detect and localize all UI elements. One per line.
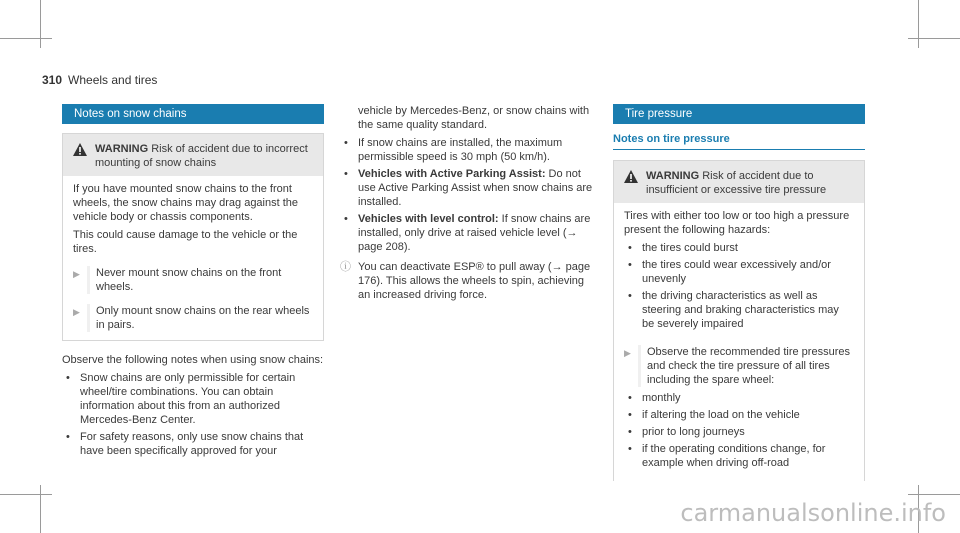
warning-body bbox=[614, 203, 864, 481]
warning-paragraph: This could cause damage to the vehicle or the tires. bbox=[73, 229, 298, 255]
arrow-right-icon: ▶ bbox=[73, 269, 80, 279]
column-middle bbox=[340, 104, 598, 302]
column-left bbox=[62, 104, 324, 461]
crop-mark bbox=[40, 0, 41, 48]
crop-mark bbox=[918, 0, 919, 48]
list-item: • the driving characteristics as well as steering and braking characteristics may be severely impaired bbox=[624, 289, 854, 331]
list-item: • the tires could burst bbox=[624, 241, 854, 255]
step-text: Only mount snow chains on the rear wheels in pairs. bbox=[87, 304, 313, 332]
instruction-step bbox=[73, 304, 313, 332]
crop-mark bbox=[908, 38, 960, 39]
warning-header bbox=[614, 161, 864, 203]
bold-label: Vehicles with level control: bbox=[358, 213, 499, 225]
warning-label: WARNING bbox=[95, 143, 149, 155]
warning-box bbox=[613, 160, 865, 481]
list-item: • monthly bbox=[624, 391, 854, 405]
check-list bbox=[624, 391, 854, 470]
crop-mark bbox=[0, 38, 52, 39]
item-text: If snow chains are installed, only drive at raised vehicle level (→ page 208). bbox=[358, 213, 591, 253]
page-header bbox=[42, 73, 157, 87]
info-note bbox=[340, 260, 598, 302]
instruction-step bbox=[73, 266, 313, 294]
list-item: • the tires could wear excessively and/or unevenly bbox=[624, 258, 854, 286]
info-icon: ⓘ bbox=[340, 261, 351, 273]
warning-paragraph: If you have mounted snow chains to the front wheels, the snow chains may drag against the vehicle body or chassis components. bbox=[73, 183, 299, 223]
arrow-right-icon: ▶ bbox=[73, 307, 80, 317]
warning-label: WARNING bbox=[646, 170, 700, 182]
list-item: • prior to long journeys bbox=[624, 425, 854, 439]
instruction-step bbox=[624, 345, 854, 387]
list-item bbox=[340, 167, 598, 209]
chapter-title: Wheels and tires bbox=[68, 73, 158, 87]
warning-header bbox=[63, 134, 323, 176]
step-text: Observe the recommended tire pressures and check the tire pressure of all tires including the spare wheel: bbox=[638, 345, 854, 387]
warning-paragraph: Tires with either too low or too high a pressure present the following hazards: bbox=[624, 210, 850, 236]
subsection-title: Notes on tire pressure bbox=[613, 132, 865, 150]
step-text: Never mount snow chains on the front wheels. bbox=[87, 266, 313, 294]
item-text: Do not use Active Parking Assist when snow chains are installed. bbox=[358, 168, 593, 208]
arrow-right-icon: ▶ bbox=[624, 348, 631, 358]
list-item: • If snow chains are installed, the maximum permissible speed is 30 mph (50 km/h). bbox=[340, 136, 598, 164]
bold-label: Vehicles with Active Parking Assist: bbox=[358, 168, 546, 180]
list-item: • For safety reasons, only use snow chains that have been specifically approved for your bbox=[62, 430, 324, 458]
column-right bbox=[613, 104, 865, 481]
list-item bbox=[340, 212, 598, 254]
list-item: • if the operating conditions change, for example when driving off-road bbox=[624, 442, 854, 470]
bullet-list bbox=[340, 136, 598, 254]
page-number: 310 bbox=[42, 73, 63, 87]
watermark: carmanualsonline.info bbox=[680, 499, 946, 527]
observe-text: Observe the following notes when using snow chains: bbox=[62, 354, 324, 366]
crop-mark bbox=[908, 494, 960, 495]
crop-mark bbox=[40, 485, 41, 533]
warning-triangle-icon bbox=[624, 170, 638, 183]
warning-heading: Risk of accident due to insufficient or excessive tire pressure bbox=[646, 170, 827, 196]
list-item: • Snow chains are only permissible for certain wheel/tire combinations. You can obtain information about this from an authorized Mercedes-Benz Center. bbox=[62, 371, 324, 427]
crop-mark bbox=[0, 494, 52, 495]
bullet-list bbox=[62, 371, 324, 458]
hazard-list bbox=[624, 241, 854, 331]
section-title-snow-chains: Notes on snow chains bbox=[62, 104, 324, 124]
warning-heading: Risk of accident due to incorrect mounting of snow chains bbox=[95, 143, 308, 169]
list-item: • if altering the load on the vehicle bbox=[624, 408, 854, 422]
warning-body bbox=[63, 176, 323, 340]
warning-box bbox=[62, 133, 324, 341]
warning-triangle-icon bbox=[73, 143, 87, 156]
section-title-tire-pressure: Tire pressure bbox=[613, 104, 865, 124]
continued-text: vehicle by Mercedes-Benz, or snow chains with the same quality standard. bbox=[358, 105, 590, 131]
note-text: You can deactivate ESP® to pull away (→ page 176). This allows the wheels to spin, achieving an increased driving force. bbox=[358, 261, 591, 301]
